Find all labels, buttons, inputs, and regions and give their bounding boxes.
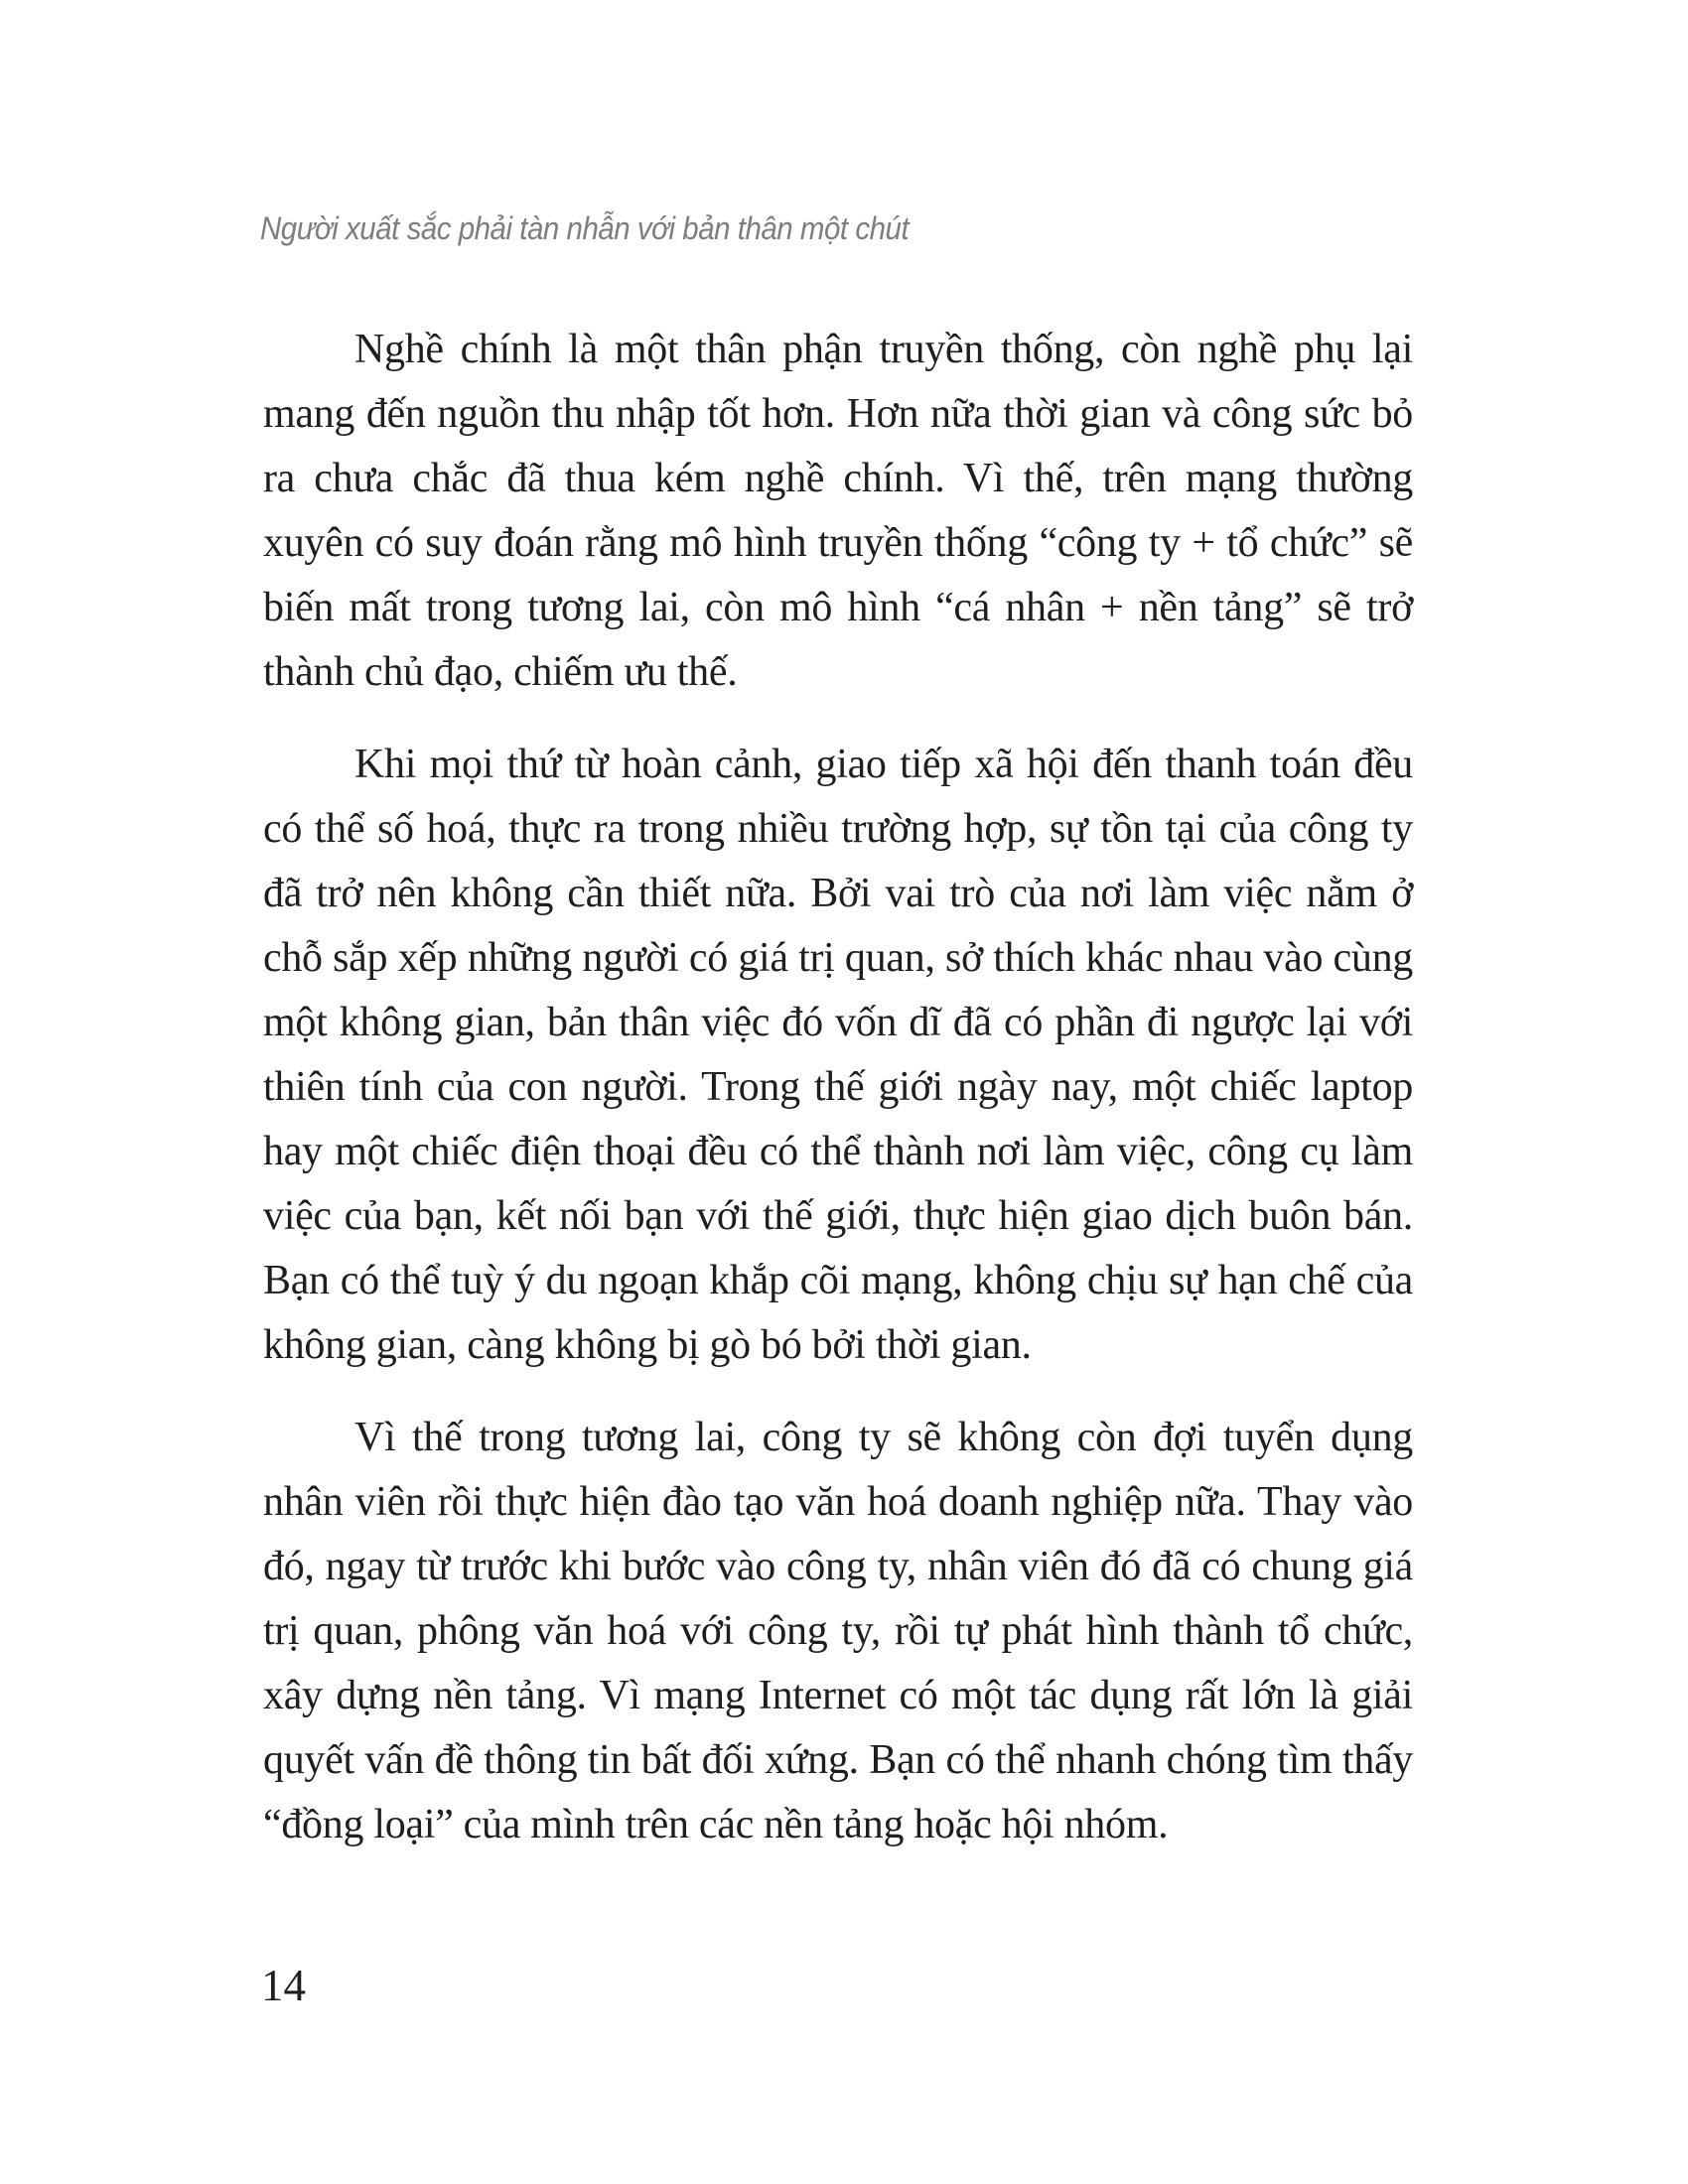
running-header: Người xuất sắc phải tàn nhẫn với bản thân một chút [260, 210, 910, 246]
body-text [263, 318, 1413, 1857]
page-number: 14 [261, 1961, 306, 2010]
paragraph: Nghề chính là một thân phận truyền thống, còn nghề phụ lại mang đến nguồn thu nhập tốt hơn. Hơn nữa thời gian và công sức bỏ ra chưa chắc đã thua kém nghề chính. Vì thế, trên mạng thường xuyên có suy đoán rằng mô hình truyền thống “công ty + tổ chức” sẽ biến mất trong tương lai, còn mô hình “cá nhân + nền tảng” sẽ trở thành chủ đạo, chiếm ưu thế. [263, 327, 1413, 695]
paragraph: Khi mọi thứ từ hoàn cảnh, giao tiếp xã hội đến thanh toán đều có thể số hoá, thực ra trong nhiều trường hợp, sự tồn tại của công ty đã trở nên không cần thiết nữa. Bởi vai trò của nơi làm việc nằm ở chỗ sắp xếp những người có giá trị quan, sở thích khác nhau vào cùng một không gian, bản thân việc đó vốn dĩ đã có phần đi ngược lại với thiên tính của con người. Trong thế giới ngày nay, một chiếc laptop hay một chiếc điện thoại đều có thể thành nơi làm việc, công cụ làm việc của bạn, kết nối bạn với thế giới, thực hiện giao dịch buôn bán. Bạn có thể tuỳ ý du ngoạn khắp cõi mạng, không chịu sự hạn chế của không gian, càng không bị gò bó bởi thời gian. [263, 742, 1413, 1368]
paragraph: Vì thế trong tương lai, công ty sẽ không còn đợi tuyển dụng nhân viên rồi thực hiện đào tạo văn hoá doanh nghiệp nữa. Thay vào đó, ngay từ trước khi bước vào công ty, nhân viên đó đã có chung giá trị quan, phông văn hoá với công ty, rồi tự phát hình thành tổ chức, xây dựng nền tảng. Vì mạng Internet có một tác dụng rất lớn là giải quyết vấn đề thông tin bất đối xứng. Bạn có thể nhanh chóng tìm thấy “đồng loại” của mình trên các nền tảng hoặc hội nhóm. [263, 1415, 1413, 1847]
